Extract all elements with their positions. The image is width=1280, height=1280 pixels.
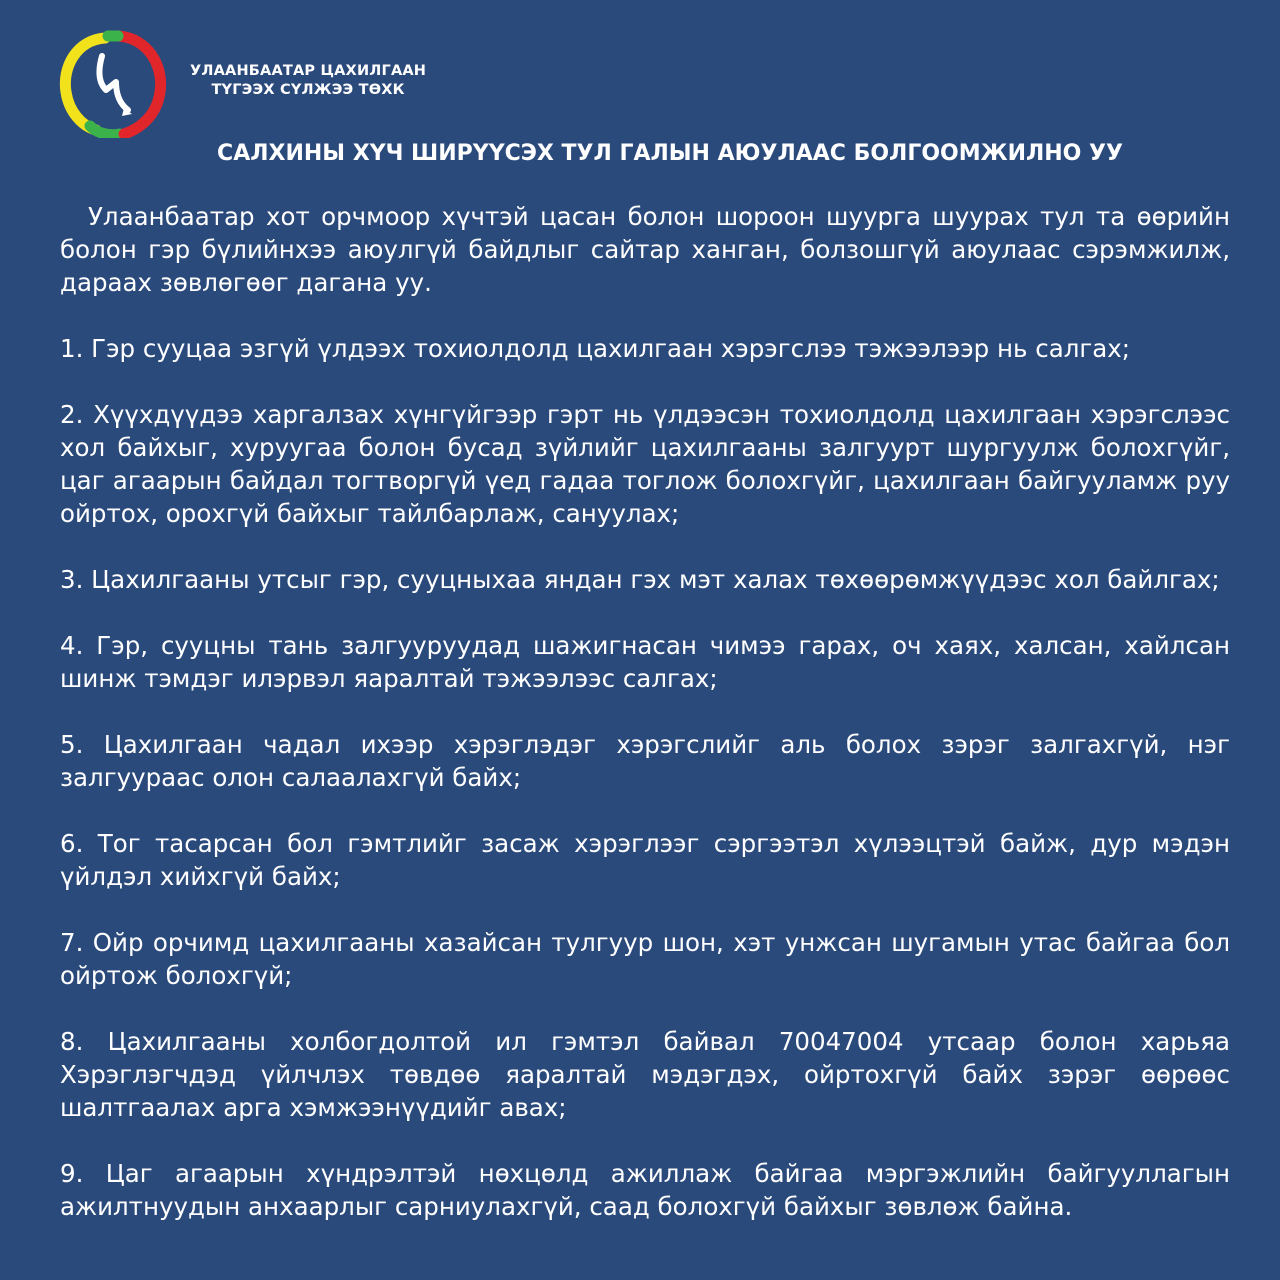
company-logo [58,30,168,138]
notice-body [60,200,1230,1256]
org-name-line-1: УЛААНБААТАР ЦАХИЛГААН [190,63,427,79]
org-name-line-2: ТҮГЭЭХ СҮЛЖЭЭ ТӨХК [211,82,405,98]
list-item: 9. Цаг агаарын хүндрэлтэй нөхцөлд ажиллаж байгаа мэргэжлийн байгууллагын ажилтнуудын анхаарлыг сарниулахгүй, саад болохгүй байхыг зөвлөж байна. [60,1159,1230,1221]
list-item: 7. Ойр орчимд цахилгааны хазайсан тулгуур шон, хэт унжсан шугамын утас байгаа бол ойртож болохгүй; [60,928,1230,990]
list-item: 6. Тог тасарсан бол гэмтлийг засаж хэрэглээг сэргээтэл хүлээцтэй байж, дур мэдэн үйлдэл хийхгүй байх; [60,829,1230,891]
list-item: 5. Цахилгаан чадал ихээр хэрэглэдэг хэрэгслийг аль болох зэрэг залгахгүй, нэг залгуураас олон салаалахгүй байх; [60,730,1230,792]
intro-paragraph: Улаанбаатар хот орчмоор хүчтэй цасан болон шороон шуурга шуурах тул та өөрийн болон гэр бүлийнхээ аюулгүй байдлыг сайтар хангaн, болзошгүй аюулаас сэрэмжилж, дараах зөвлөгөөг дагана уу. [60,202,1230,297]
list-item: 8. Цахилгааны холбогдолтой ил гэмтэл байвал 70047004 утсаар болон харьяа Хэрэглэгчдэд үйлчлэх төвдөө яаралтай мэдэгдэх, ойртохгүй байх зэрэг өөрөөс шалтгаалах арга хэмжээнүүдийг авах; [60,1027,1230,1122]
list-item: 2. Хүүхдүүдээ харгалзах хүнгүйгээр гэрт нь үлдээсэн тохиолдолд цахилгаан хэрэгслээс хол байхыг, хуруугаа болон бусад зүйлийг цахилгааны залгуурт шургуулж болохгүйг, цаг агаарын байдал тогтворгүй үед гадаа тоглож болохгүйг, цахилгаан байгууламж руу ойртох, орохгүй байхыг тайлбарлаж, сануулах; [60,400,1230,528]
notice-title: САЛХИНЫ ХҮЧ ШИРҮҮСЭХ ТУЛ ГАЛЫН АЮУЛААС БОЛГООМЖИЛНО УУ [217,141,1123,166]
list-item: 3. Цахилгааны утсыг гэр, сууцныхаа яндан гэх мэт халах төхөөрөмжүүдээс хол байлгах; [60,565,1220,594]
list-item: 4. Гэр, сууцны тань залгууруудад шажигнасан чимээ гарах, оч хаях, халсан, хайлсан шинж тэмдэг илэрвэл яаралтай тэжээлээс салгах; [60,631,1230,693]
list-item: 1. Гэр сууцаа эзгүй үлдээх тохиолдолд цахилгаан хэрэгслээ тэжээлээр нь салгах; [60,334,1131,363]
header [58,30,426,138]
organization-name [190,62,426,100]
